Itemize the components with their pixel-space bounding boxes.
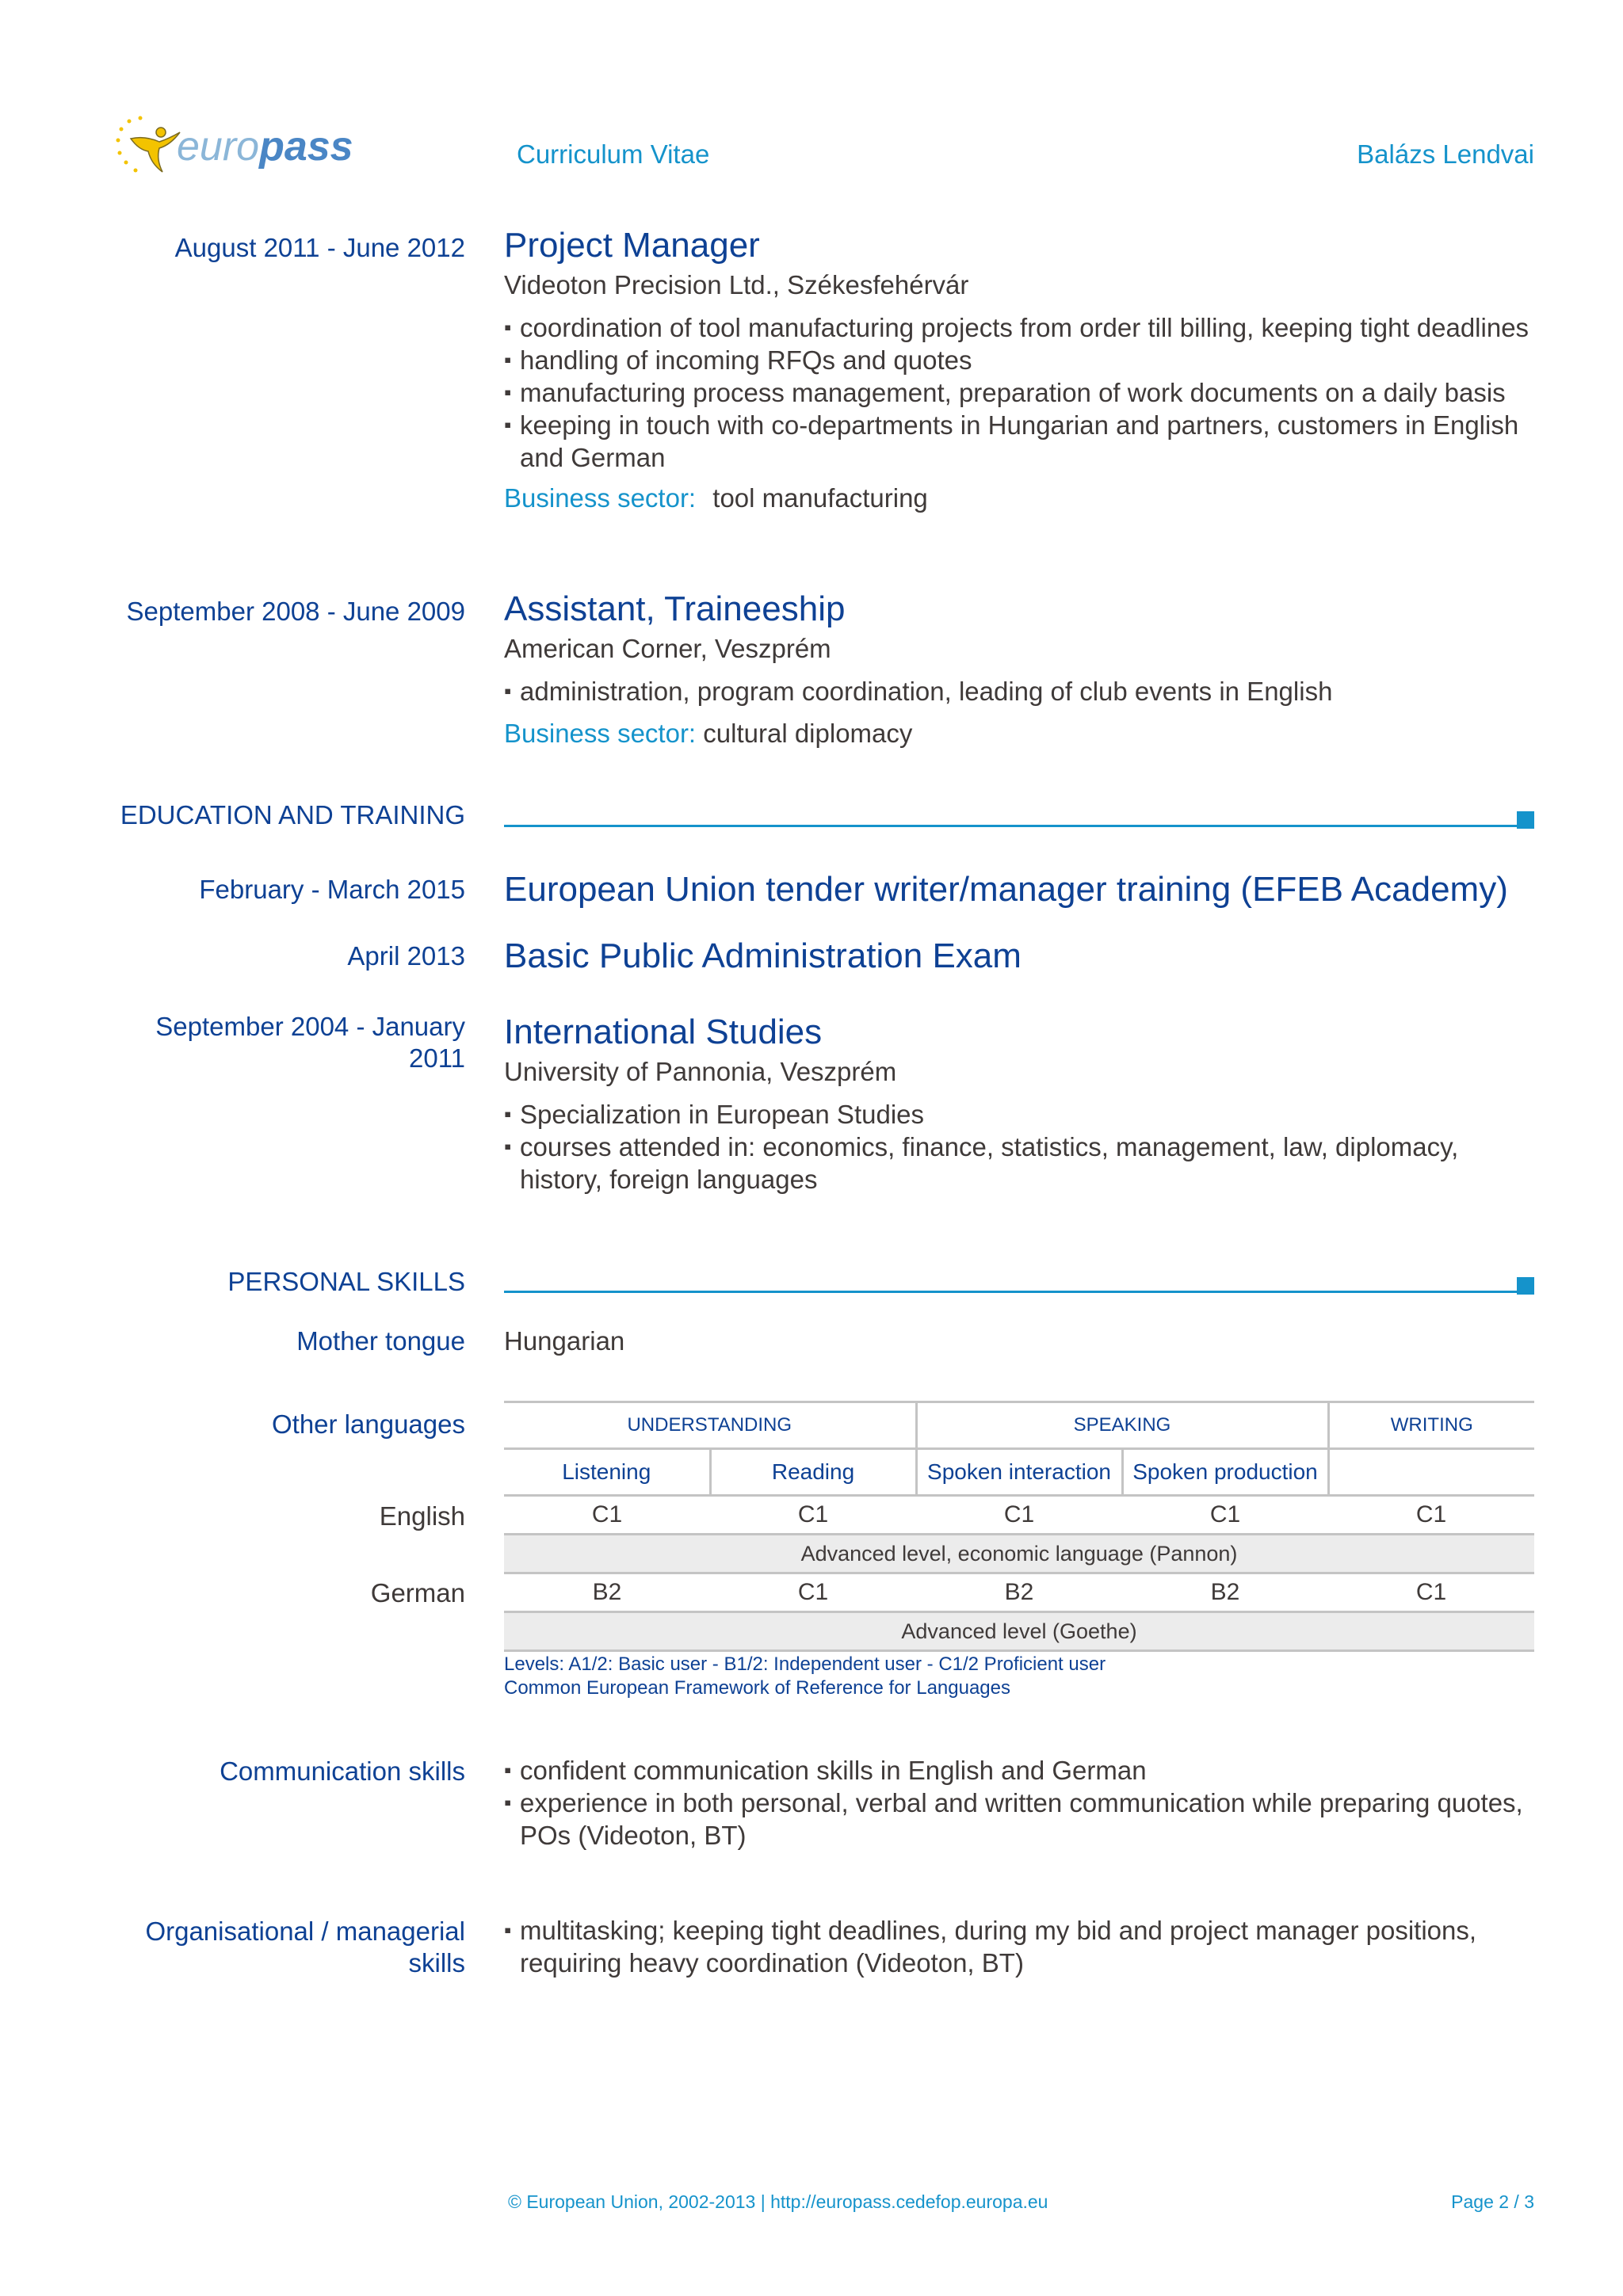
sector-label: Business sector: [504,719,697,748]
section-rule [504,1291,1534,1293]
education-1-dates: February - March 2015 [199,875,465,904]
work-2-sector [504,715,1542,752]
list-item: ▪ courses attended in: economics, finance, statistics, management, law, diplomacy, history, foreign languages [504,1131,1542,1196]
sector-value: tool manufacturing [712,483,928,513]
level-cell: C1 [1209,1501,1241,1527]
education-3-institution: University of Pannonia, Veszprém [504,1057,897,1086]
education-3-bullets [504,1098,1542,1196]
education-3-title: International Studies [504,1013,823,1051]
header-understanding: UNDERSTANDING [504,1402,916,1449]
header-writing-sub [1328,1449,1534,1496]
header-writing: WRITING [1328,1402,1534,1449]
level-cell: C1 [797,1579,829,1605]
levels-note-line2: Common European Framework of Reference for Languages [504,1677,1010,1699]
communication-skills [504,1754,1542,1852]
list-item: ▪ manufacturing process management, preparation of work documents on a daily basis [504,376,1542,409]
levels-note [504,1653,1106,1700]
work-1-employer: Videoton Precision Ltd., Székesfehérvár [504,270,969,299]
communication-bullets [504,1754,1542,1852]
list-item: ▪ Specialization in European Studies [504,1098,1542,1131]
section-rule-marker [1517,811,1534,829]
organisational-bullets [504,1914,1542,1979]
education-3-dates-line1: September 2004 - January [155,1012,465,1041]
education-3 [504,1011,1542,1196]
work-2-employer: American Corner, Veszprém [504,634,831,663]
work-1-sector [504,480,1542,517]
education-1-title: European Union tender writer/manager training (EFEB Academy) [504,870,1508,909]
list-item: ▪ keeping in touch with co-departments in Hungarian and partners, customers in English and German [504,409,1542,474]
level-cell: C1 [591,1501,623,1527]
table-row [504,1535,1534,1573]
language-table-subheader [504,1449,1534,1496]
level-cell: C1 [1415,1579,1447,1605]
organisational-label-line1: Organisational / managerial [145,1917,465,1946]
language-german-label: German [370,1578,465,1608]
education-heading: EDUCATION AND TRAINING [120,800,465,830]
table-row [504,1612,1534,1651]
section-rule-marker [1517,1277,1534,1295]
europass-logo [113,115,353,178]
header-listening: Listening [504,1449,710,1496]
list-item: ▪ handling of incoming RFQs and quotes [504,344,1542,376]
levels-note-line1: Levels: A1/2: Basic user - B1/2: Independent user - C1/2 Proficient user [504,1653,1106,1675]
logo-pass: pass [259,124,353,170]
list-item: ▪ multitasking; keeping tight deadlines, during my bid and project manager positions, requiring heavy coordination (Videoton, BT) [504,1914,1542,1979]
work-2-dates: September 2008 - June 2009 [126,597,465,626]
organisational-skills-label [79,1916,465,1979]
table-row [504,1573,1534,1612]
footer-page-number: Page 2 / 3 [1451,2191,1534,2212]
work-1-dates: August 2011 - June 2012 [174,233,465,262]
education-2-title: Basic Public Administration Exam [504,936,1022,975]
personal-skills-heading: PERSONAL SKILLS [227,1267,465,1296]
logo-euro: euro [177,124,260,170]
header-reading: Reading [710,1449,916,1496]
certificate-cell: Advanced level (Goethe) [504,1612,1534,1651]
language-english-label: English [379,1501,465,1531]
education-2-dates: April 2013 [347,941,465,971]
work-1-title: Project Manager [504,226,760,265]
document-title: Curriculum Vitae [517,139,710,169]
list-item: ▪ confident communication skills in English and German [504,1754,1542,1787]
mother-tongue-label: Mother tongue [296,1326,465,1356]
section-rule [504,825,1534,827]
level-cell: B2 [1210,1579,1240,1605]
work-2-title: Assistant, Traineeship [504,589,846,628]
list-item: ▪ administration, program coordination, leading of club events in English [504,675,1542,707]
level-cell: C1 [1415,1501,1447,1527]
table-row [504,1496,1534,1535]
work-1-bullets [504,311,1542,474]
language-table-header [504,1402,1534,1449]
level-cell: C1 [797,1501,829,1527]
work-2 [504,588,1542,752]
work-1 [504,224,1542,517]
list-item: ▪ experience in both personal, verbal and written communication while preparing quotes, POs (Videoton, BT) [504,1787,1542,1852]
list-item: ▪ coordination of tool manufacturing projects from order till billing, keeping tight deadlines [504,311,1542,344]
header-spoken-production: Spoken production [1122,1449,1328,1496]
education-3-dates-line2: 2011 [409,1043,465,1073]
level-cell: C1 [1003,1501,1035,1527]
other-languages-label: Other languages [271,1409,465,1439]
europass-figure-icon [113,115,185,178]
organisational-skills [504,1914,1542,1979]
certificate-cell: Advanced level, economic language (Pannon) [504,1535,1534,1573]
mother-tongue-value: Hungarian [504,1326,625,1356]
level-cell: B2 [592,1579,622,1605]
organisational-label-line2: skills [408,1948,465,1978]
header-speaking: SPEAKING [916,1402,1328,1449]
sector-label: Business sector: [504,483,697,513]
education-3-dates [79,1011,465,1074]
language-table [504,1401,1534,1652]
footer-copyright: © European Union, 2002-2013 | http://europass.cedefop.europa.eu [508,2191,1048,2212]
candidate-name: Balázs Lendvai [1357,139,1534,169]
header-spoken-interaction: Spoken interaction [916,1449,1122,1496]
sector-value: cultural diplomacy [703,719,913,748]
work-2-bullets [504,675,1542,707]
communication-skills-label: Communication skills [220,1756,465,1786]
level-cell: B2 [1004,1579,1034,1605]
